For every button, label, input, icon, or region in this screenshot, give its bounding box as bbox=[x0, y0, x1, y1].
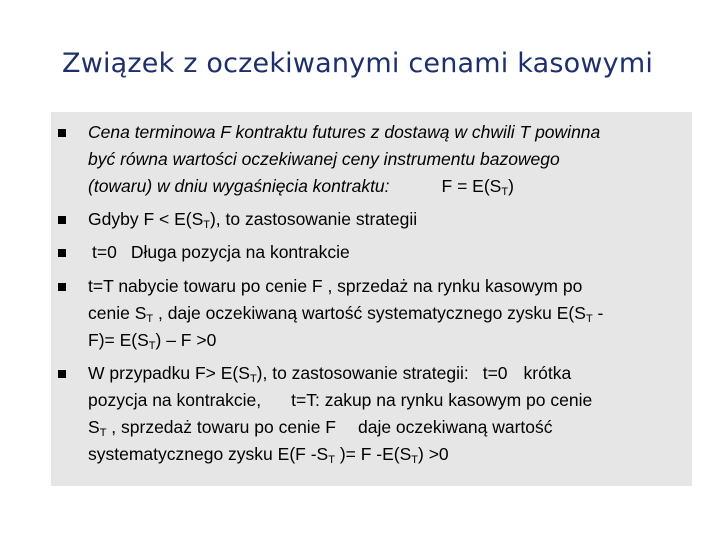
bullet-2-part-1: Gdyby F < E(S bbox=[88, 209, 204, 229]
bullet-5-subscript-2: T bbox=[99, 427, 107, 439]
bullet-4-line-2-c: - bbox=[592, 303, 604, 323]
bullet-2-marker bbox=[58, 216, 66, 224]
bullet-1-line-2: być równa wartości oczekiwanej ceny instrumentu bazowego bbox=[88, 149, 560, 169]
bullet-2-subscript: T bbox=[203, 219, 210, 231]
bullet-4-line-1: t=T nabycie towaru po cenie F , sprzedaż na rynku kasowym po bbox=[88, 276, 583, 296]
bullet-5-line-2 bbox=[88, 387, 688, 414]
bullet-4-line-2 bbox=[88, 300, 688, 327]
bullet-4-subscript-3: T bbox=[148, 340, 156, 352]
bullet-4-marker bbox=[58, 283, 66, 291]
bullet-5-line-4-a: systematycznego zysku E(F -S bbox=[88, 444, 329, 464]
bullet-5-subscript-3: T bbox=[328, 454, 335, 466]
bullet-3-text bbox=[88, 239, 688, 266]
bullet-5-line-1-d: krótka bbox=[523, 363, 572, 383]
bullet-1-line-3 bbox=[88, 173, 688, 200]
formula-close: ) bbox=[508, 176, 514, 196]
bullet-3-marker bbox=[58, 249, 66, 257]
bullet-4-subscript-2: T bbox=[585, 313, 593, 325]
bullet-1-line-1: Cena terminowa F kontraktu futures z dostawą w chwili T powinna bbox=[88, 122, 601, 142]
bullet-5-line-3-c: daje oczekiwaną wartość bbox=[357, 417, 553, 437]
bullet-4-text bbox=[88, 273, 688, 354]
bullet-5-line-3-a: S bbox=[88, 417, 100, 437]
bullet-3-action: Długa pozycja na kontrakcie bbox=[130, 242, 350, 262]
bullet-2-part-2: ), to zastosowanie strategii bbox=[209, 209, 418, 229]
bullet-5-line-4-c: ) >0 bbox=[418, 444, 449, 464]
bullet-1-formula bbox=[442, 176, 514, 196]
bullet-4-line-3 bbox=[88, 327, 688, 354]
bullet-5-line-4 bbox=[88, 441, 688, 468]
bullet-2-text bbox=[88, 206, 688, 233]
bullet-5-line-2-b: t=T: zakup na rynku kasowym po cenie bbox=[291, 390, 593, 410]
bullet-4-line-2-b: , daje oczekiwaną wartość systematycznego zysku E(S bbox=[153, 303, 586, 323]
bullet-5-time-0: t=0 bbox=[482, 363, 508, 383]
bullet-3-time: t=0 bbox=[92, 242, 117, 262]
formula-subscript: T bbox=[501, 186, 509, 198]
bullet-5-subscript-1: T bbox=[249, 373, 257, 385]
bullet-5-line-3-b: , sprzedaż towaru po cenie F bbox=[106, 417, 336, 437]
bullet-1-text bbox=[88, 119, 688, 200]
bullet-5-line-3 bbox=[88, 414, 688, 441]
bullet-5-text bbox=[88, 360, 688, 468]
bullet-5-line-2-a: pozycja na kontrakcie, bbox=[88, 390, 262, 410]
bullet-5-line-1-a: W przypadku F> E(S bbox=[88, 363, 250, 383]
slide-title: Związek z oczekiwanymi cenami kasowymi bbox=[62, 48, 654, 79]
bullet-5-line-1-b: ), to zastosowanie strategii: bbox=[256, 363, 469, 383]
bullet-4-line-3-a: F)= E(S bbox=[88, 330, 149, 350]
formula-text: F = E(S bbox=[441, 176, 502, 196]
bullet-4-line-3-b: ) – F >0 bbox=[155, 330, 217, 350]
bullet-5-line-4-b: )= F -E(S bbox=[334, 444, 412, 464]
bullet-4-line-2-a: cenie S bbox=[88, 303, 147, 323]
bullet-5-subscript-4: T bbox=[411, 454, 419, 466]
bullet-5-marker bbox=[58, 370, 66, 378]
bullet-1-line-3-text: (towaru) w dniu wygaśnięcia kontraktu: bbox=[88, 176, 390, 196]
bullet-1-marker bbox=[58, 129, 66, 137]
bullet-4-subscript-1: T bbox=[146, 313, 154, 325]
bullet-5-line-1 bbox=[88, 360, 688, 387]
